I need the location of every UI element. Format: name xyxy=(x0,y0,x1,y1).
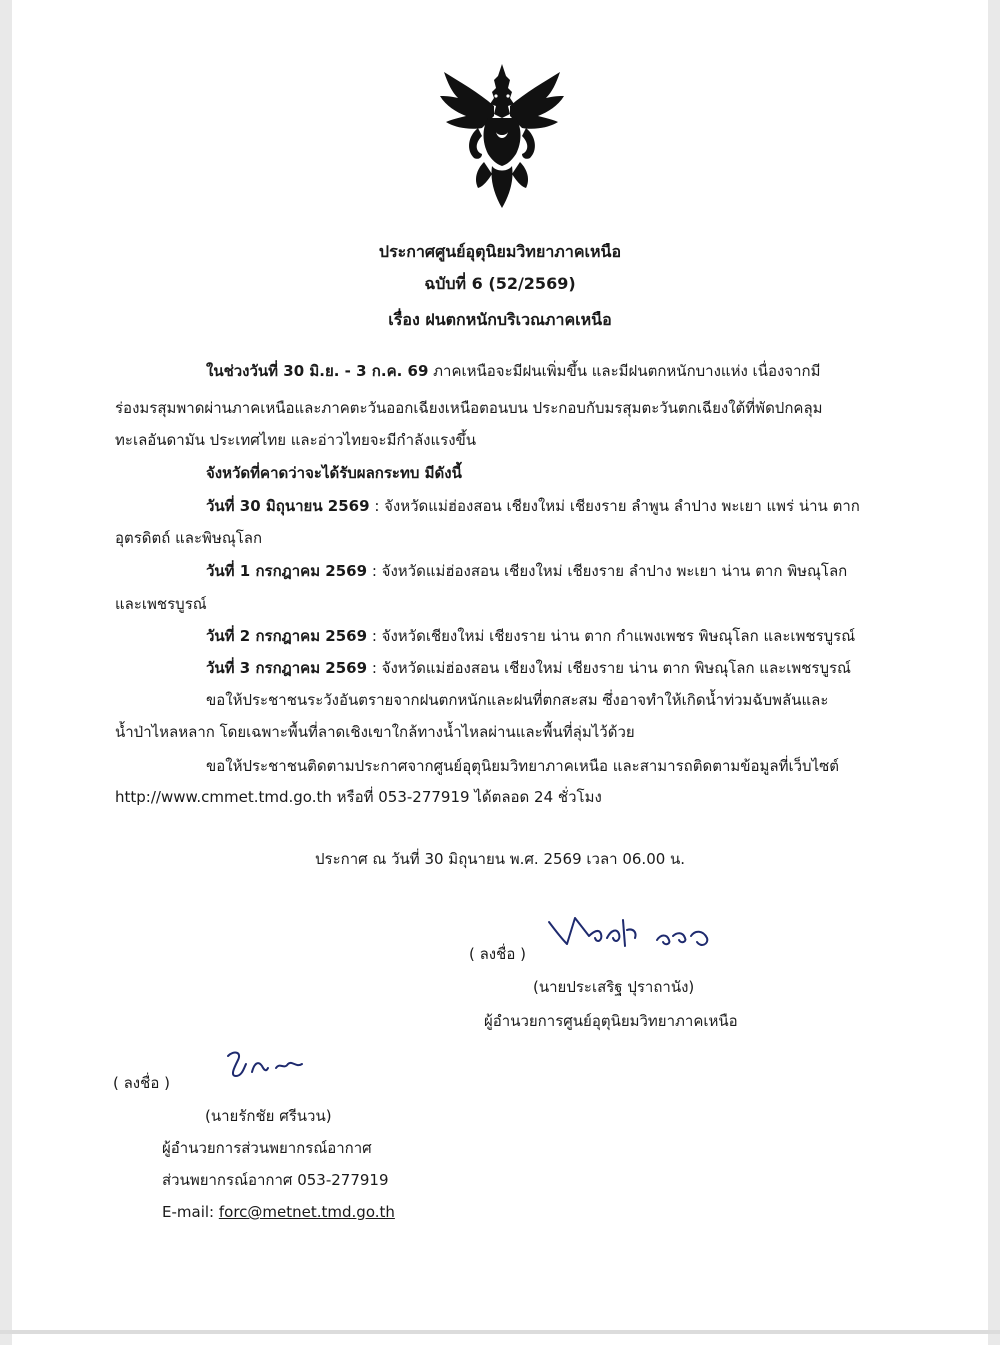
signer-name: (นายประเสริฐ ปุราถานัง) xyxy=(533,978,695,996)
intro-line-1 xyxy=(206,361,820,381)
director-signature xyxy=(545,908,725,958)
warning-line-1: ขอให้ประชาชนระวังอันตรายจากฝนตกหนักและฝนที่ตกสะสม ซึ่งอาจทำให้เกิดน้ำท่วมฉับพลันและ xyxy=(206,691,829,709)
affected-day-provinces: : จังหวัดแม่ฮ่องสอน เชียงใหม่ เชียงราย ลำพูน ลำปาง พะเยา แพร่ น่าน ตาก xyxy=(369,497,860,515)
intro-line-3: ทะเลอันดามัน ประเทศไทย และอ่าวไทยจะมีกำลังแรงขึ้น xyxy=(115,431,477,449)
issue-number: ฉบับที่ 6 (52/2569) xyxy=(424,274,576,293)
affected-day-line xyxy=(206,496,860,516)
contact-email-row xyxy=(162,1202,395,1222)
contact-phone: ส่วนพยากรณ์อากาศ 053-277919 xyxy=(162,1171,389,1189)
affected-heading: จังหวัดที่คาดว่าจะได้รับผลกระทบ มีดังนี้ xyxy=(206,464,462,482)
affected-day-date: วันที่ 3 กรกฎาคม 2569 xyxy=(206,659,368,677)
signer-position: ผู้อำนวยการศูนย์อุตุนิยมวิทยาภาคเหนือ xyxy=(484,1012,738,1030)
affected-day-continuation: และเพชรบูรณ์ xyxy=(115,595,207,613)
signer-name: (นายรักชัย ศรีนวน) xyxy=(205,1107,332,1125)
intro-line-1-rest: ภาคเหนือจะมีฝนเพิ่มขึ้น และมีฝนตกหนักบางแห่ง เนื่องจากมี xyxy=(428,362,821,380)
affected-day-continuation: อุตรดิตถ์ และพิษณุโลก xyxy=(115,529,263,547)
affected-day-date: วันที่ 1 กรกฎาคม 2569 xyxy=(206,562,368,580)
affected-day-date: วันที่ 2 กรกฎาคม 2569 xyxy=(206,627,368,645)
announcement-title: ประกาศศูนย์อุตุนิยมวิทยาภาคเหนือ xyxy=(378,242,622,261)
subject-line: เรื่อง ฝนตกหนักบริเวณภาคเหนือ xyxy=(388,310,612,329)
affected-day-line xyxy=(206,626,855,646)
affected-day-date: วันที่ 30 มิถุนายน 2569 xyxy=(206,497,370,515)
signature-label: ( ลงชื่อ ) xyxy=(469,945,526,963)
page-bottom-edge xyxy=(0,1330,1000,1334)
follow-line-1: ขอให้ประชาชนติดตามประกาศจากศูนย์อุตุนิยมวิทยาภาคเหนือ และสามารถติดตามข้อมูลที่เว็บไซต์ xyxy=(206,757,840,775)
signer-position: ผู้อำนวยการส่วนพยากรณ์อากาศ xyxy=(162,1139,372,1157)
follow-line-2: http://www.cmmet.tmd.go.th หรือที่ 053-277919 ได้ตลอด 24 ชั่วโมง xyxy=(115,788,602,806)
announcement-date: ประกาศ ณ วันที่ 30 มิถุนายน พ.ศ. 2569 เวลา 06.00 น. xyxy=(315,850,686,868)
affected-day-line xyxy=(206,561,847,581)
intro-period: ในช่วงวันที่ 30 มิ.ย. - 3 ก.ค. 69 xyxy=(206,362,429,380)
warning-line-2: น้ำป่าไหลหลาก โดยเฉพาะพื้นที่ลาดเชิงเขาใกล้ทางน้ำไหลผ่านและพื้นที่ลุ่มไว้ด้วย xyxy=(115,723,635,741)
affected-day-provinces: : จังหวัดแม่ฮ่องสอน เชียงใหม่ เชียงราย น่าน ตาก พิษณุโลก และเพชรบูรณ์ xyxy=(367,659,851,677)
signature-label: ( ลงชื่อ ) xyxy=(113,1074,170,1092)
affected-day-provinces: : จังหวัดแม่ฮ่องสอน เชียงใหม่ เชียงราย ลำปาง พะเยา น่าน ตาก พิษณุโลก xyxy=(367,562,848,580)
affected-day-line xyxy=(206,658,851,678)
email-label: E-mail: xyxy=(162,1203,219,1221)
affected-day-provinces: : จังหวัดเชียงใหม่ เชียงราย น่าน ตาก กำแพงเพชร พิษณุโลก และเพชรบูรณ์ xyxy=(367,627,856,645)
email-link[interactable]: forc@metnet.tmd.go.th xyxy=(218,1203,395,1221)
garuda-emblem xyxy=(438,62,566,210)
intro-line-2: ร่องมรสุมพาดผ่านภาคเหนือและภาคตะวันออกเฉียงเหนือตอนบน ประกอบกับมรสุมตะวันตกเฉียงใต้ที่พัดปกคลุม xyxy=(115,399,823,417)
forecast-director-signature xyxy=(222,1046,312,1082)
